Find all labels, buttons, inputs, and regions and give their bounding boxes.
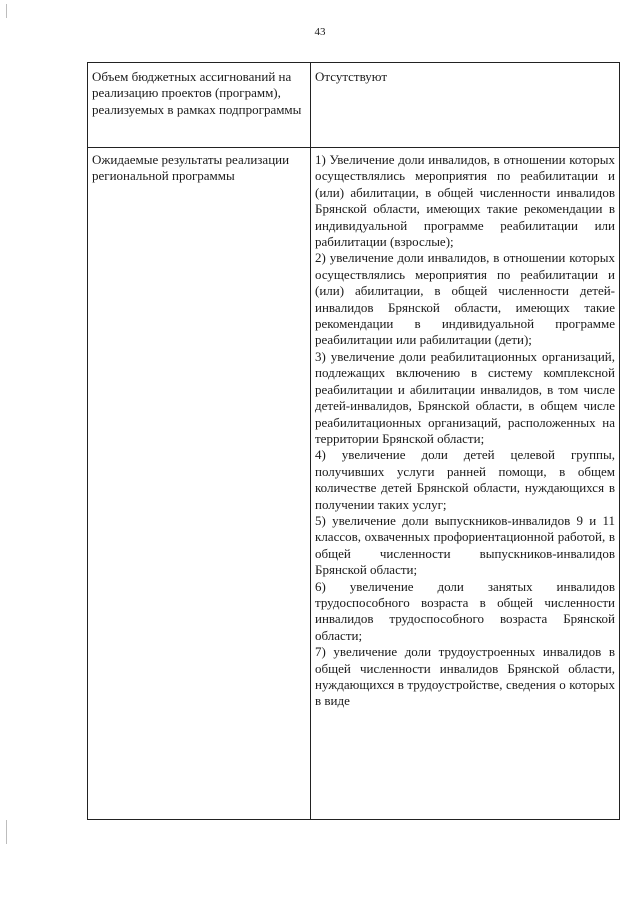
list-item: 3) увеличение доли реабилитационных организаций, подлежащих включению в систему комплексной реабилитации и абилитации инвалидов, в том числе детей-инвалидов, Брянской области, в общем числе реабилитационных организаций, расположенных на территории Брянской области; (315, 348, 615, 446)
list-item: 4) увеличение доли детей целевой группы, получивших услуги ранней помощи, в общем количестве детей Брянской области, нуждающихся в получении таких услуг; (315, 447, 615, 512)
row-value-expected-results (311, 148, 620, 820)
list-item: 2) увеличение доли инвалидов, в отношении которых осуществлялись мероприятия по реабилитации и (или) абилитации, в общей численности детей-инвалидов Брянской области, имеющих такие рекомендации в индивидуальной программе реабилитации или рабилитации (дети); (315, 250, 615, 348)
scan-edge-mark (6, 820, 7, 844)
scan-edge-mark (6, 4, 7, 18)
row-label-expected-results: Ожидаемые результаты реализации региональной программы (88, 148, 311, 820)
table-row (88, 148, 620, 820)
row-label-budget: Объем бюджетных ассигнований на реализацию проектов (программ), реализуемых в рамках подпрограммы (88, 63, 311, 148)
row-value-budget: Отсутствуют (311, 63, 620, 148)
list-item: 1) Увеличение доли инвалидов, в отношении которых осуществлялись мероприятия по реабилитации и (или) абилитации, в общей численности инвалидов Брянской области, имеющих такие рекомендации в индивидуальной программе реабилитации или рабилитации (взрослые); (315, 152, 615, 250)
program-passport-table (87, 62, 620, 820)
list-item: 7) увеличение доли трудоустроенных инвалидов в общей численности инвалидов Брянской области, нуждающихся в трудоустройстве, сведения о которых в виде (315, 644, 615, 709)
page-number: 43 (314, 26, 326, 38)
list-item: 5) увеличение доли выпускников-инвалидов 9 и 11 классов, охваченных профориентационной работой, в общей численности выпускников-инвалидов Брянской области; (315, 512, 615, 578)
table-row (88, 63, 620, 148)
list-item: 6) увеличение доли занятых инвалидов трудоспособного возраста в общей численности инвалидов трудоспособного возраста Брянской области; (315, 578, 615, 643)
